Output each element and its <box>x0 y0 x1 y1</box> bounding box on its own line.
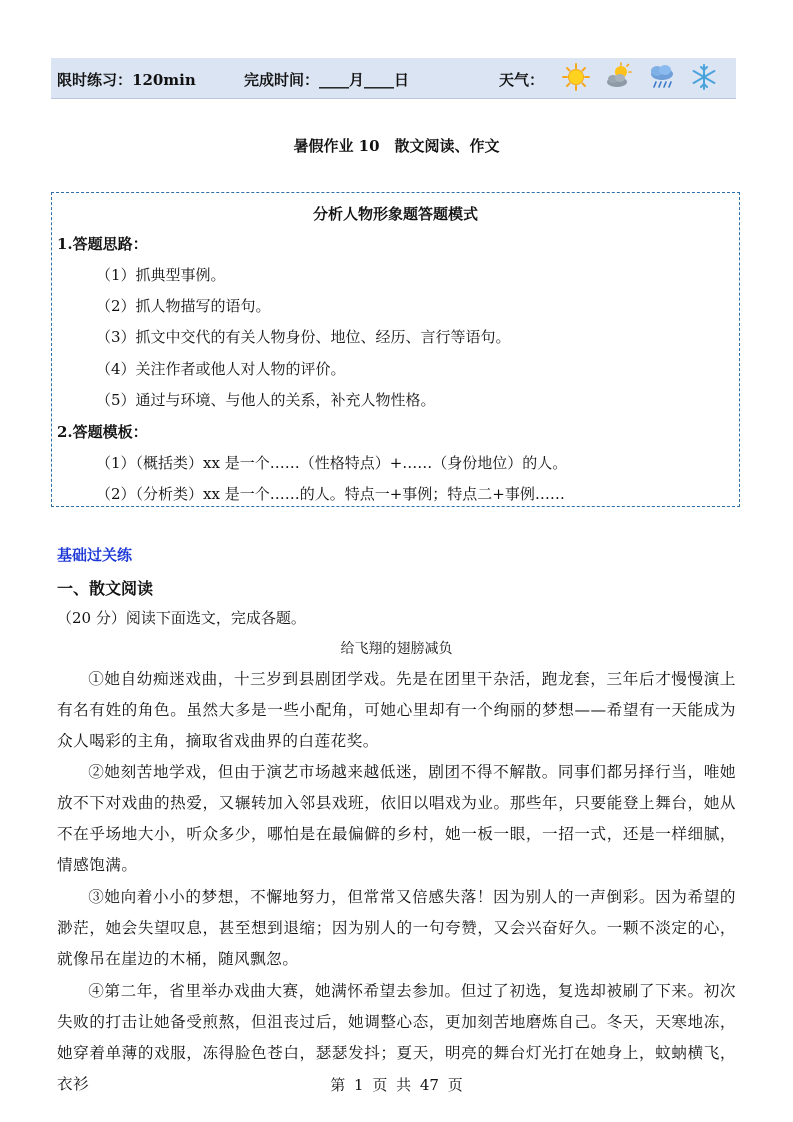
paragraph: ②她刻苦地学戏，但由于演艺市场越来越低迷，剧团不得不解散。同事们都另择行当，唯她放不下对戏曲的热爱，又辗转加入邻县戏班，依旧以唱戏为业。那些年，只要能登上舞台，她从不在乎场地大小，听众多少，哪怕是在最偏僻的乡村，她一板一眼，一招一式，还是一样细腻，情感饱满。 <box>57 763 736 874</box>
tip-item: （2）（分析类）xx 是一个……的人。特点一+事例；特点二+事例…… <box>96 485 565 503</box>
tip-item: （3）抓文中交代的有关人物身份、地位、经历、言行等语句。 <box>96 328 511 346</box>
sun-icon <box>561 62 591 92</box>
passage-title: 给飞翔的翅膀减负 <box>340 641 453 657</box>
tip-box-title: 分析人物形象题答题模式 <box>312 205 478 223</box>
tip-item: （4）关注作者或他人对人物的评价。 <box>96 360 346 378</box>
section1-heading: 1.答题思路： <box>57 235 148 253</box>
answer-template-box <box>51 192 740 507</box>
page-footer: 第 1 页 共 47 页 <box>330 1076 463 1094</box>
rain-icon <box>647 62 677 92</box>
snowflake-icon <box>689 62 719 92</box>
paragraph: ①她自幼痴迷戏曲，十三岁到县剧团学戏。先是在团里干杂活，跑龙套，三年后才慢慢演上有名有姓的角色。虽然大多是一些小配角，可她心里却有一个绚丽的梦想——希望有一天能成为众人喝彩的主角，摘取省戏曲界的白莲花奖。 <box>57 670 736 750</box>
complete-time-label: 完成时间：____月____日 <box>244 71 410 89</box>
section-heading: 一、散文阅读 <box>57 579 154 598</box>
instruction-text: （20 分）阅读下面选文，完成各题。 <box>57 609 306 627</box>
header-bar <box>51 58 736 99</box>
time-limit-label: 限时练习：120min <box>57 71 196 89</box>
tip-item: （5）通过与环境、与他人的关系，补充人物性格。 <box>96 391 436 409</box>
section2-heading: 2.答题模板： <box>57 423 148 441</box>
paragraph: ④第二年，省里举办戏曲大赛，她满怀希望去参加。但过了初选，复选却被刷了下来。初次失败的打击让她备受煎熬，但沮丧过后，她调整心态，更加刻苦地磨炼自己。冬天，天寒地冻，她穿着单薄的戏服，冻得脸色苍白，瑟瑟发抖；夏天，明亮的舞台灯光打在她身上，蚊蚋横飞，衣衫 <box>57 982 736 1093</box>
tip-item: （1）（概括类）xx 是一个……（性格特点）+……（身份地位）的人。 <box>96 454 568 472</box>
document-title: 暑假作业 10 散文阅读、作文 <box>293 137 500 155</box>
partly-cloudy-icon <box>604 62 634 92</box>
tip-item: （2）抓人物描写的语句。 <box>96 297 271 315</box>
paragraph: ③她向着小小的梦想，不懈地努力，但常常又倍感失落！因为别人的一声倒彩。因为希望的渺茫，她会失望叹息，甚至想到退缩；因为别人的一句夸赞，又会兴奋好久。一颗不淡定的心，就像吊在崖边的木桶，随风飘忽。 <box>57 888 736 968</box>
basic-practice-link[interactable]: 基础过关练 <box>57 546 133 564</box>
weather-label: 天气： <box>499 71 545 89</box>
tip-item: （1）抓典型事例。 <box>96 266 226 284</box>
